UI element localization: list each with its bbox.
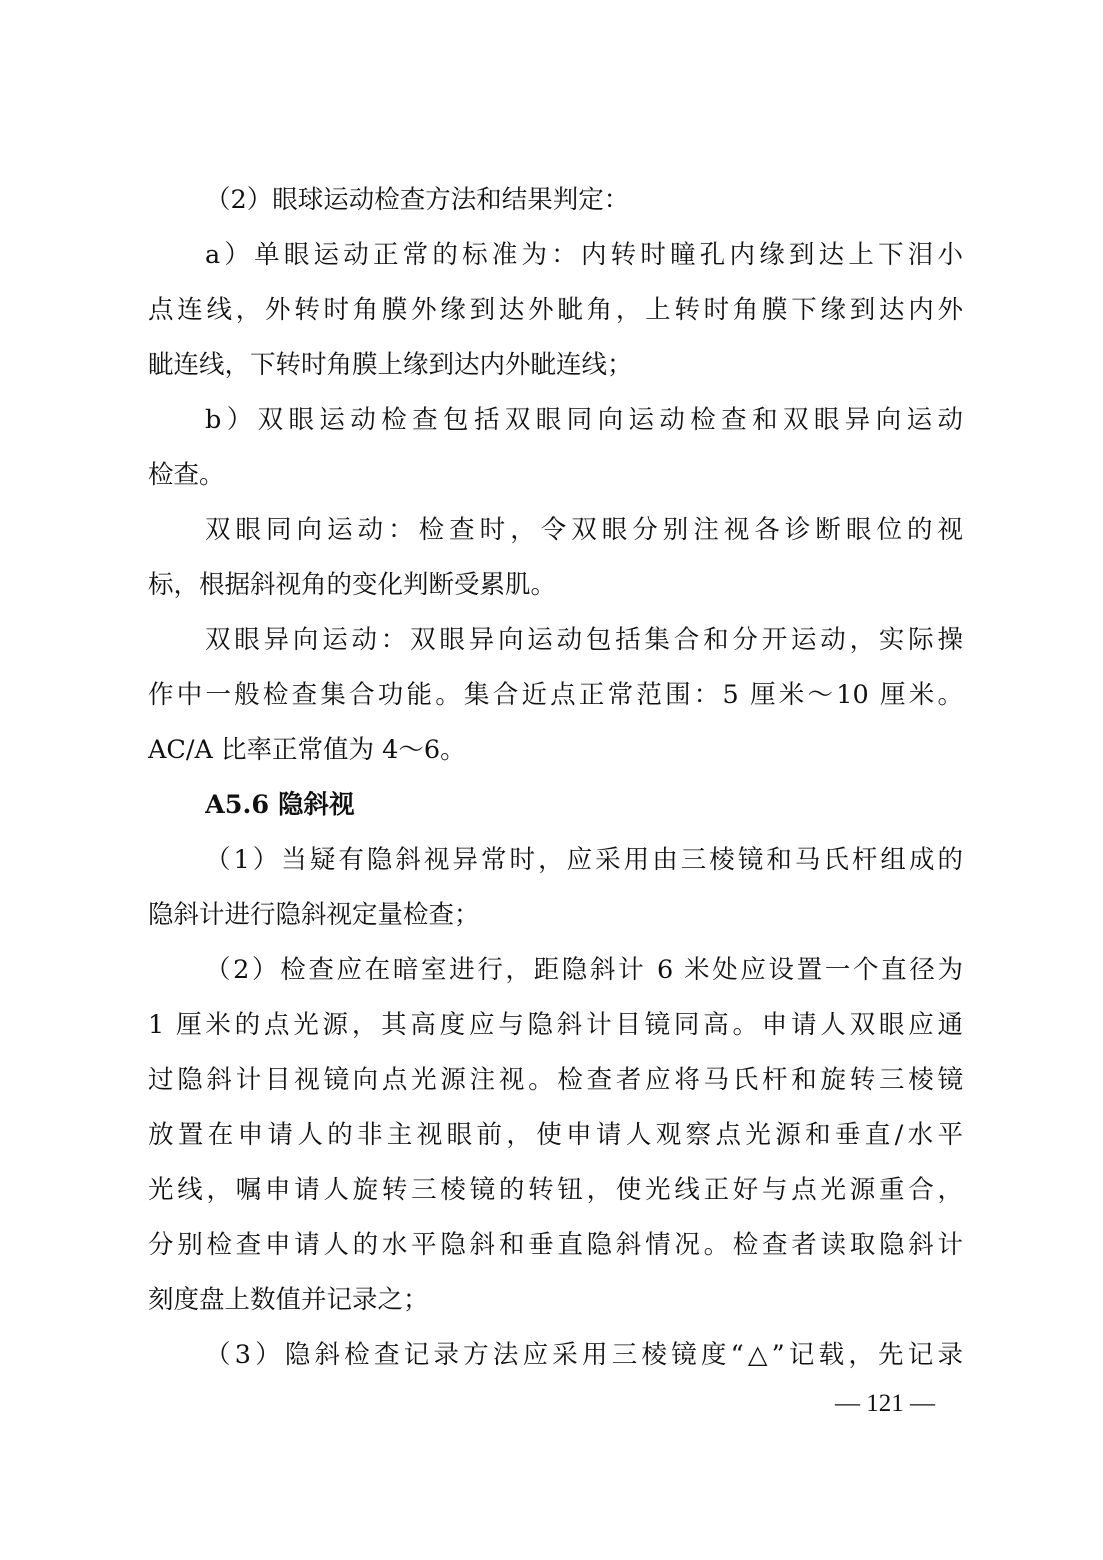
section-heading: A5.6 隐斜视	[205, 790, 355, 820]
body-line: 1 厘米的点光源，其高度应与隐斜计目镜同高。申请人双眼应通	[148, 1010, 963, 1040]
body-line: 检查。	[148, 460, 225, 490]
body-line: 眦连线，下转时角膜上缘到达内外眦连线；	[148, 350, 633, 380]
page-number: — 121 —	[835, 1390, 935, 1417]
body-line: （2）检查应在暗室进行，距隐斜计 6 米处应设置一个直径为	[205, 955, 963, 985]
body-line: AC/A 比率正常值为 4～6。	[148, 735, 466, 765]
body-line: 作中一般检查集合功能。集合近点正常范围：5 厘米～10 厘米。	[148, 680, 963, 710]
body-line: 过隐斜计目视镜向点光源注视。检查者应将马氏杆和旋转三棱镜	[148, 1065, 963, 1095]
body-line: 双眼异向运动：双眼异向运动包括集合和分开运动，实际操	[205, 625, 963, 655]
body-line: （1）当疑有隐斜视异常时，应采用由三棱镜和马氏杆组成的	[205, 845, 963, 875]
body-line: 双眼同向运动：检查时，令双眼分别注视各诊断眼位的视	[205, 515, 963, 545]
body-line: 隐斜计进行隐斜视定量检查；	[148, 900, 480, 930]
body-line: 放置在申请人的非主视眼前，使申请人观察点光源和垂直/水平	[148, 1120, 963, 1150]
body-line: 光线，嘱申请人旋转三棱镜的转钮，使光线正好与点光源重合，	[148, 1175, 963, 1205]
body-line: a）单眼运动正常的标准为：内转时瞳孔内缘到达上下泪小	[205, 240, 963, 270]
body-line: 点连线，外转时角膜外缘到达外眦角，上转时角膜下缘到达内外	[148, 295, 963, 325]
body-line: 标，根据斜视角的变化判断受累肌。	[148, 570, 557, 600]
body-line: 分别检查申请人的水平隐斜和垂直隐斜情况。检查者读取隐斜计	[148, 1230, 963, 1260]
body-line: b）双眼运动检查包括双眼同向运动检查和双眼异向运动	[205, 405, 963, 435]
body-line: （2）眼球运动检查方法和结果判定：	[205, 185, 630, 215]
body-line: 刻度盘上数值并记录之；	[148, 1285, 429, 1315]
body-line: （3）隐斜检查记录方法应采用三棱镜度“△”记载，先记录	[205, 1340, 963, 1370]
